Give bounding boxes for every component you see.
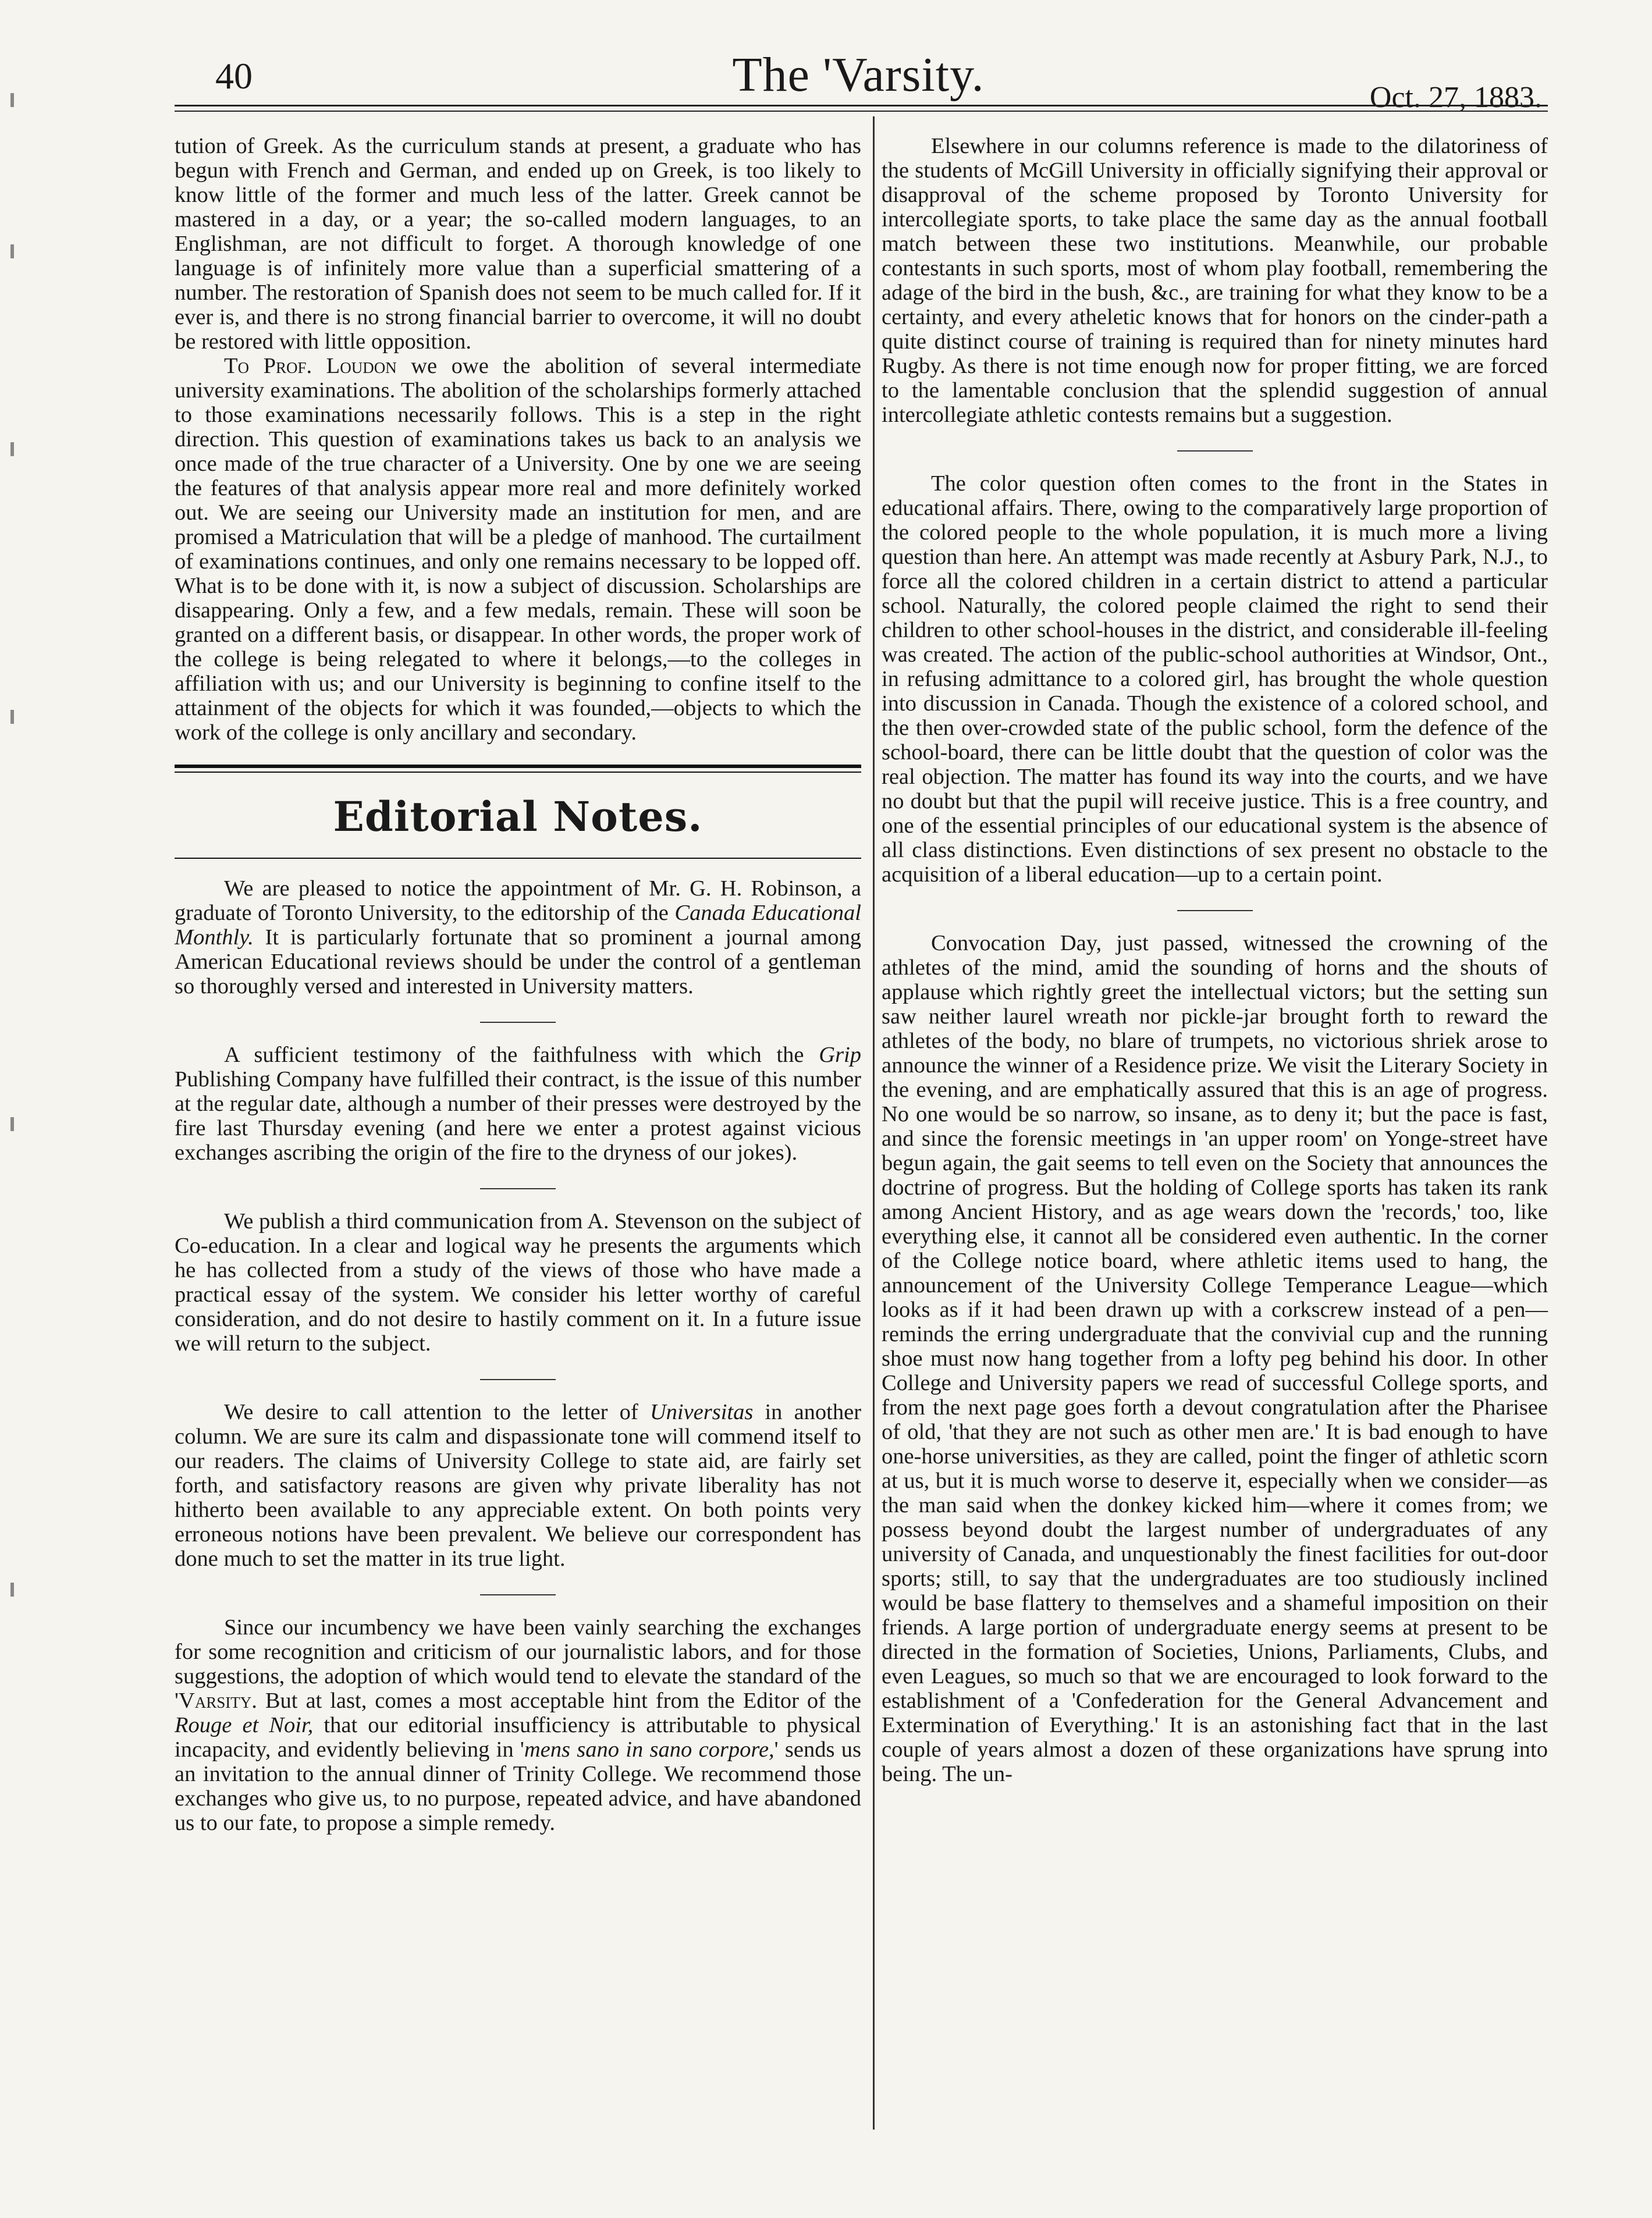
convocation-paragraph: Convocation Day, just passed, witnessed the crowning of the athletes of the mind, amid the sounding of horns and the shouts of applause which rightly greet the intellectual victors; but the setting sun saw neither laurel wreath nor pickle-jar brought forth to reward the athletes of the body, no blare of trumpets, no victorious shriek arose to announce the winner of a Residence prize. We visit the Literary Society in the evening, and are emphatically assured that this is an age of progress. No one would be so narrow, so insane, as to deny it; but the pace is fast, and since the forensic meetings in 'an upper room' on Yonge-street have begun again, the gait seems to tell even on the Society that announces the doctrine of progress. But the holding of College sports has taken its rank among Ancient History, and as age wears down the 'records,' too, like everything else, it cannot all be considered even authentic. In the corner of the College notice board, where athletic items used to hang, the announcement of the University College Temperance League—which looks as if it had been drawn up with a corkscrew instead of a pen—reminds the erring undergraduate that the convivial cup and the running shoe must now hang together from a lofty peg behind his door. In other College and University papers we read of successful College sports, and from the next page goes forth a devout congratulation after the Pharisee of old, 'that they are not such as other men are.' It is bad enough to have one-horse universities, as they are called, point the finger of athletic scorn at us, but it is much worse to deserve it, especially when we consider—as the man said when the donkey kicked him—where it comes from; we possess beyond doubt the largest number of undergraduates of any university of Canada, and unquestionably the finest facilities for out-door sports; still, to say that the undergraduates are too studiously inclined would be base flattery to themselves and a shameful imposition on their friends. A large portion of undergraduate energy seems at present to be directed in the formation of Societies, Unions, Parliaments, Clubs, and even Leagues, so much so that we are encouraged to look forward to the establishment of a 'Confederation for the General Advancement and Extermination of Everything.' It is an astonishing fact that in the last couple of years almost a dozen of these organizations have sprung into being. The un- — [882, 931, 1548, 1786]
note-separator — [1177, 910, 1253, 911]
column-divider — [873, 116, 875, 2130]
section-rule — [175, 765, 861, 773]
note-robinson: We are pleased to notice the appointment of Mr. G. H. Robinson, a graduate of Toronto University, to the editorship of the Canada Educational Monthly. It is particularly fortunate that so prominent a journal among American Educational reviews should be under the control of a gentleman so thoroughly versed and interested in University matters. — [175, 876, 862, 998]
left-column — [175, 134, 861, 1835]
header-rule — [175, 105, 1548, 106]
note-separator — [1177, 450, 1253, 452]
note-separator — [480, 1594, 556, 1595]
masthead-title: The 'Varsity. — [732, 48, 985, 102]
issue-date: Oct. 27, 1883. — [1369, 81, 1542, 114]
header-rule-secondary — [175, 111, 1548, 112]
greek-paragraph: tution of Greek. As the curriculum stands at present, a graduate who has begun with French and German, and ended up on Greek, is too likely to know little of the former and much less of the latter. Greek cannot be mastered in a day, or a year; the so-called modern languages, to an Englishman, are not difficult to forget. A thorough knowledge of one language is of infinitely more value than a superficial smattering of a number. The restoration of Spanish does not seem to be much called for. If it ever is, and there is no strong financial barrier to overcome, it will no doubt be restored with little opposition. — [175, 134, 861, 354]
note-grip: A sufficient testimony of the faithfulness with which the Grip Publishing Company have fulfilled their contract, is the issue of this number at the regular date, although a number of their presses were destroyed by the fire last Thursday evening (and here we enter a protest against vicious exchanges ascribing the origin of the fire to the dryness of our jokes). — [175, 1043, 861, 1165]
note-separator — [480, 1379, 556, 1380]
loudon-paragraph — [175, 354, 861, 745]
note-separator — [480, 1022, 556, 1023]
page-header — [175, 47, 1542, 114]
loudon-text: we owe the abolition of several intermediate university examinations. The abolition of the scholarships formerly attached to those examinations necessarily follows. This is a step in the right direction. This question of examinations takes us back to an analysis we once made of the true character of a University. One by one we are seeing the features of that analysis appear more real and more definitely worked out. We are seeing our University made an institution for men, and are promised a Matriculation that will be a pledge of manhood. The curtailment of examinations continues, and only one remains necessary to be lopped off. What is to be done with it, is now a subject of discussion. Scholarships are disappearing. Only a few, and a few medals, remain. These will soon be granted on a different basis, or disappear. In other words, the proper work of the college is being relegated to where it belongs,—to the colleges in affiliation with us; and our University is beginning to confine itself to the attainment of the objects for which it was founded,—objects to which the work of the college is only ancillary and secondary. — [175, 354, 862, 745]
loudon-lead: To Prof. Loudon — [224, 354, 397, 378]
note-stevenson: We publish a third communication from A. Stevenson on the subject of Co-education. In a clear and logical way he presents the arguments which he has collected from a study of the views of those who have made a practical essay of the system. We consider his letter worthy of careful consideration, and do not desire to hastily comment on it. In a future issue we will return to the subject. — [175, 1209, 861, 1356]
scan-edge-marks — [10, 70, 22, 1815]
color-question-paragraph: The color question often comes to the front in the States in educational affairs. There, owing to the comparatively large proportion of the colored people to the whole population, it is much more a living question than here. An attempt was made recently at Asbury Park, N.J., to force all the colored children in a certain district to attend a particular school. Naturally, the colored people claimed the right to send their children to other school-houses in the district, and considerable ill-feeling was created. The action of the public-school authorities at Windsor, Ont., in refusing admittance to a colored girl, has brought the whole question into discussion in Canada. Though the existence of a colored school, and the then over-crowded state of the public school, form the defence of the school-board, there can be little doubt that the question of color was the real objection. The matter has found its way into the courts, and we have no doubt but that the pupil will receive justice. This is a free country, and one of the essential principles of our educational system is the absence of all class distinctions. Even distinctions of sex present no obstacle to the acquisition of a liberal education—up to a certain point. — [882, 471, 1548, 887]
page-number: 40 — [215, 55, 253, 97]
note-separator — [480, 1188, 556, 1189]
note-incumbency: Since our incumbency we have been vainly searching the exchanges for some recognition and criticism of our journalistic labors, and for those suggestions, the adoption of which would tend to elevate the standard of the 'Varsity. But at last, comes a most acceptable hint from the Editor of the Rouge et Noir, that our editorial insufficiency is attributable to physical incapacity, and evidently believing in 'mens sano in sano corpore,' sends us an invitation to the annual dinner of Trinity College. We recommend those exchanges who give us, to no purpose, repeated advice, and have abandoned us to our fate, to propose a simple remedy. — [175, 1615, 861, 1835]
note-universitas: We desire to call attention to the letter of Universitas in another column. We are sure its calm and dispassionate tone will commend itself to our readers. The claims of University College to state aid, are fairly set forth, and satisfactory reasons are given why private liberality has not hitherto been available to any appreciable extent. On both points very erroneous notions have been prevalent. We believe our correspondent has done much to set the matter in its true light. — [175, 1400, 862, 1571]
section-heading-rule — [175, 858, 861, 859]
mcgill-paragraph: Elsewhere in our columns reference is made to the dilatoriness of the students of McGill University in officially signifying their approval or disapproval of the scheme proposed by Toronto University for intercollegiate sports, to take place the same day as the annual football match between these two institutions. Meanwhile, our probable contestants in such sports, most of whom play football, remembering the adage of the bird in the bush, &c., are training for what they know to be a certainty, and every atheletic knows that for honors on the cinder-path a quite distinct course of training is required than for ninety minutes hard Rugby. As there is not time enough now for proper fitting, we are forced to the lamentable conclusion that the splendid suggestion of annual intercollegiate athletic contests remains but a suggestion. — [882, 134, 1548, 427]
right-column — [882, 134, 1548, 1786]
section-heading: Editorial Notes. — [333, 792, 703, 841]
